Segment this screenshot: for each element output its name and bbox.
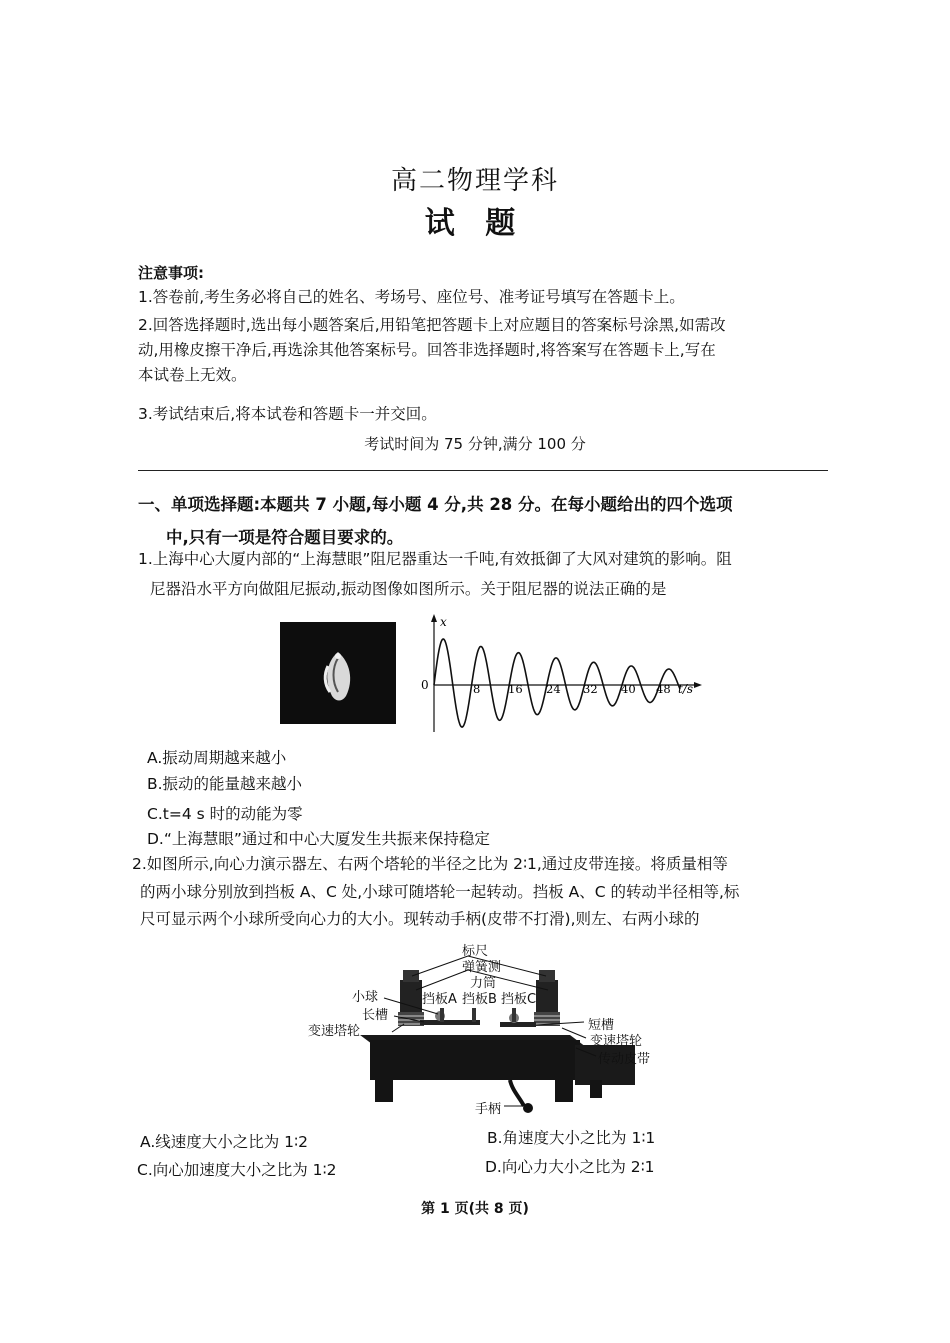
- label-baffle-a: 挡板A: [422, 992, 457, 1007]
- q1-option-b: B.振动的能量越来越小: [147, 775, 303, 793]
- graph-tick-16: 16: [508, 682, 523, 696]
- notice-line-3: 动,用橡皮擦干净后,再选涂其他答案标号。回答非选择题时,将答案写在答题卡上,写在: [138, 341, 716, 359]
- graph-tick-24: 24: [546, 682, 561, 696]
- exam-subject-title: 高二物理学科: [390, 166, 559, 196]
- label-left-wheel: 变速塔轮: [308, 1024, 361, 1039]
- label-right-wheel: 变速塔轮: [590, 1034, 643, 1049]
- exam-doc-type-title: 试 题: [424, 206, 526, 241]
- notice-line-4: 本试卷上无效。: [138, 366, 247, 384]
- q1-stem-line-1: 1.上海中心大厦内部的“上海慧眼”阻尼器重达一千吨,有效抵御了大风对建筑的影响。阻: [138, 550, 732, 568]
- q1-stem-line-2: 尼器沿水平方向做阻尼振动,振动图像如图所示。关于阻尼器的说法正确的是: [150, 580, 667, 598]
- section-heading: [138, 488, 733, 554]
- graph-tick-8: 8: [473, 682, 481, 696]
- x-axis-arrow-icon: [694, 682, 702, 688]
- graph-tick-32: 32: [583, 682, 598, 696]
- damped-oscillation-graph: [418, 612, 708, 742]
- graph-origin-label: 0: [421, 678, 429, 692]
- section-heading-line-2: 中,只有一项是符合题目要求的。: [166, 528, 404, 547]
- label-handle: 手柄: [475, 1102, 502, 1117]
- label-ball: 小球: [352, 990, 379, 1005]
- y-axis-arrow-icon: [431, 614, 437, 622]
- damper-photo: [280, 622, 396, 724]
- q2-stem-line-1: 2.如图所示,向心力演示器左、右两个塔轮的半径之比为 2∶1,通过皮带连接。将质量相等: [132, 855, 728, 873]
- label-short-slot: 短槽: [588, 1018, 615, 1033]
- label-spring-2: 力筒: [470, 976, 497, 991]
- notice-line-1: 1.答卷前,考生务必将自己的姓名、考场号、座位号、准考证号填写在答题卡上。: [138, 288, 685, 306]
- exam-time-info: 考试时间为 75 分钟,满分 100 分: [364, 435, 586, 453]
- label-baffle-b: 挡板B: [462, 992, 497, 1007]
- graph-x-label: t/s: [678, 682, 694, 696]
- divider-line: [138, 470, 828, 471]
- q1-option-a: A.振动周期越来越小: [147, 749, 287, 767]
- label-ruler: 标尺: [462, 944, 489, 959]
- q1-option-d: D.“上海慧眼”通过和中心大厦发生共振来保持稳定: [147, 830, 490, 848]
- section-heading-line-1: 一、单项选择题:本题共 7 小题,每小题 4 分,共 28 分。在每小题给出的四个选项: [138, 495, 733, 514]
- graph-y-label: x: [440, 615, 447, 629]
- q2-stem-line-2: 的两小球分别放到挡板 A、C 处,小球可随塔轮一起转动。挡板 A、C 的转动半径相等,标: [140, 883, 740, 901]
- q2-stem-line-3: 尺可显示两个小球所受向心力的大小。现转动手柄(皮带不打滑),则左、右两小球的: [140, 910, 700, 928]
- q2-option-a: A.线速度大小之比为 1∶2: [140, 1133, 308, 1151]
- notice-line-5: 3.考试结束后,将本试卷和答题卡一并交回。: [138, 405, 437, 423]
- graph-tick-48: 48: [656, 682, 671, 696]
- label-spring-1: 弹簧测: [462, 960, 502, 975]
- q2-option-d: D.向心力大小之比为 2∶1: [485, 1158, 655, 1176]
- q2-option-c: C.向心加速度大小之比为 1∶2: [137, 1161, 337, 1179]
- q1-option-c: C.t=4 s 时的动能为零: [147, 805, 303, 823]
- label-belt: 传动皮带: [598, 1052, 651, 1067]
- graph-tick-40: 40: [621, 682, 636, 696]
- label-baffle-c: 挡板C: [501, 992, 537, 1007]
- notice-line-2: 2.回答选择题时,选出每小题答案后,用铅笔把答题卡上对应题目的答案标号涂黑,如需改: [138, 316, 726, 334]
- label-long-slot: 长槽: [362, 1008, 389, 1023]
- page-footer: 第 1 页(共 8 页): [421, 1201, 529, 1217]
- notice-title: 注意事项:: [138, 264, 204, 282]
- q2-option-b: B.角速度大小之比为 1∶1: [487, 1129, 656, 1147]
